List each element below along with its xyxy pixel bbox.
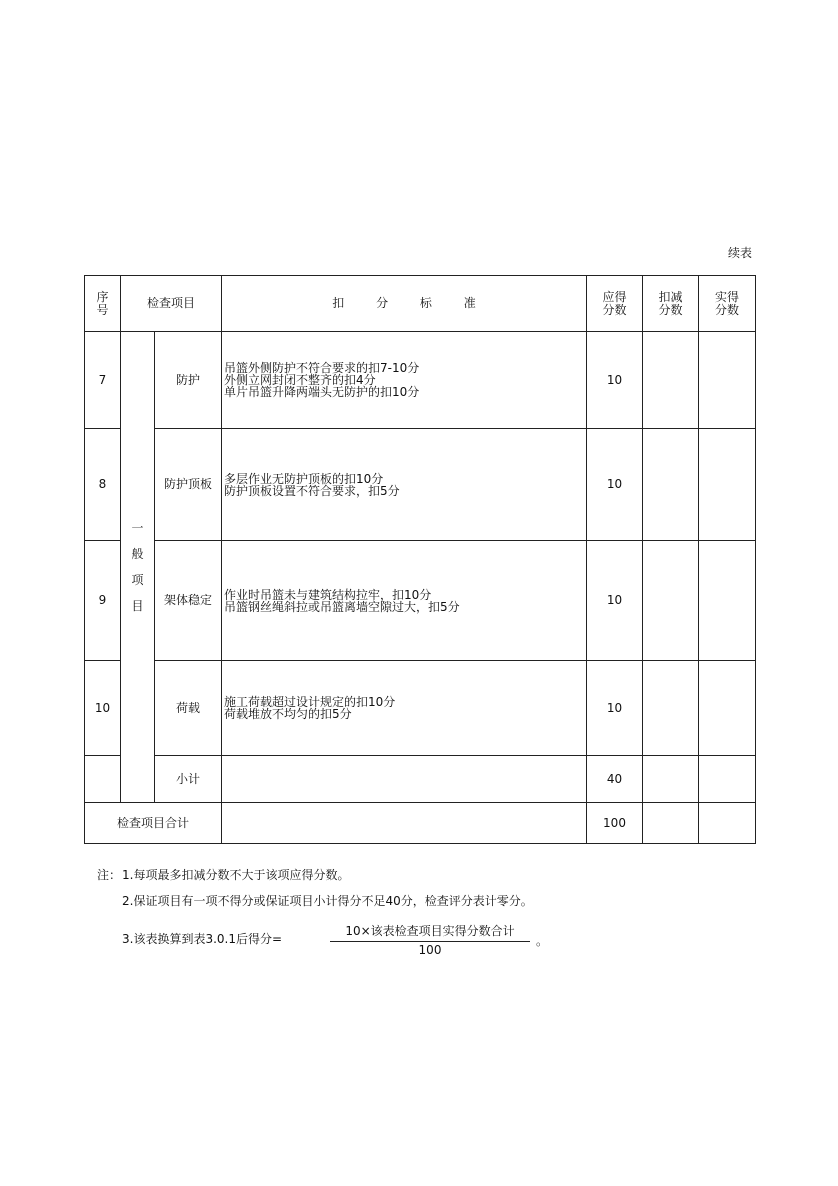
row-actual-score[interactable] bbox=[699, 661, 756, 756]
notes-prefix: 注： bbox=[97, 868, 122, 882]
subtotal-label: 小计 bbox=[155, 756, 222, 803]
table-row bbox=[85, 429, 756, 541]
header-deduct-score: 扣减 分数 bbox=[643, 276, 699, 332]
formula-numerator: 10×该表检查项目实得分数合计 bbox=[330, 922, 530, 942]
category-general: 一 般 项 目 bbox=[121, 332, 155, 803]
row-deduct-score[interactable] bbox=[643, 429, 699, 541]
header-criteria: 扣 分 标 准 bbox=[222, 276, 587, 332]
row-item: 防护顶板 bbox=[155, 429, 222, 541]
row-due-score: 10 bbox=[587, 541, 643, 661]
table-row bbox=[85, 541, 756, 661]
row-seq: 8 bbox=[85, 429, 121, 541]
subtotal-actual-score[interactable] bbox=[699, 756, 756, 803]
row-seq: 9 bbox=[85, 541, 121, 661]
score-formula bbox=[330, 922, 530, 957]
header-row bbox=[85, 276, 756, 332]
table-row bbox=[85, 332, 756, 429]
total-criteria bbox=[222, 803, 587, 844]
total-score: 100 bbox=[587, 803, 643, 844]
note-1: 1.每项最多扣减分数不大于该项应得分数。 bbox=[122, 868, 350, 882]
row-due-score: 10 bbox=[587, 429, 643, 541]
subtotal-row bbox=[85, 756, 756, 803]
row-due-score: 10 bbox=[587, 661, 643, 756]
formula-period: 。 bbox=[536, 934, 549, 948]
note-3: 3.该表换算到表3.0.1后得分= bbox=[122, 932, 283, 946]
row-due-score: 10 bbox=[587, 332, 643, 429]
row-item: 防护 bbox=[155, 332, 222, 429]
row-criteria: 作业时吊篮未与建筑结构拉牢，扣10分 吊篮钢丝绳斜拉或吊篮离墙空隙过大，扣5分 bbox=[222, 541, 587, 661]
row-seq: 7 bbox=[85, 332, 121, 429]
subtotal-criteria bbox=[222, 756, 587, 803]
row-item: 架体稳定 bbox=[155, 541, 222, 661]
row-criteria: 施工荷载超过设计规定的扣10分 荷载堆放不均匀的扣5分 bbox=[222, 661, 587, 756]
row-deduct-score[interactable] bbox=[643, 661, 699, 756]
subtotal-seq bbox=[85, 756, 121, 803]
score-table bbox=[84, 275, 756, 844]
header-actual-score: 实得 分数 bbox=[699, 276, 756, 332]
total-row bbox=[85, 803, 756, 844]
row-criteria: 多层作业无防护顶板的扣10分 防护顶板设置不符合要求，扣5分 bbox=[222, 429, 587, 541]
total-label: 检查项目合计 bbox=[85, 803, 222, 844]
header-due-score: 应得 分数 bbox=[587, 276, 643, 332]
subtotal-deduct-score[interactable] bbox=[643, 756, 699, 803]
row-criteria: 吊篮外侧防护不符合要求的扣7-10分 外侧立网封闭不整齐的扣4分 单片吊篮升降两端头无防护的扣10分 bbox=[222, 332, 587, 429]
row-actual-score[interactable] bbox=[699, 429, 756, 541]
row-seq: 10 bbox=[85, 661, 121, 756]
header-seq: 序 号 bbox=[85, 276, 121, 332]
row-deduct-score[interactable] bbox=[643, 541, 699, 661]
subtotal-score: 40 bbox=[587, 756, 643, 803]
row-deduct-score[interactable] bbox=[643, 332, 699, 429]
row-actual-score[interactable] bbox=[699, 332, 756, 429]
total-deduct-score[interactable] bbox=[643, 803, 699, 844]
row-item: 荷载 bbox=[155, 661, 222, 756]
table-row bbox=[85, 661, 756, 756]
note-2: 2.保证项目有一项不得分或保证项目小计得分不足40分，检查评分表计零分。 bbox=[122, 894, 533, 908]
continued-label: 续表 bbox=[728, 246, 753, 260]
total-actual-score[interactable] bbox=[699, 803, 756, 844]
row-actual-score[interactable] bbox=[699, 541, 756, 661]
header-item: 检查项目 bbox=[121, 276, 222, 332]
formula-denominator: 100 bbox=[418, 943, 442, 957]
